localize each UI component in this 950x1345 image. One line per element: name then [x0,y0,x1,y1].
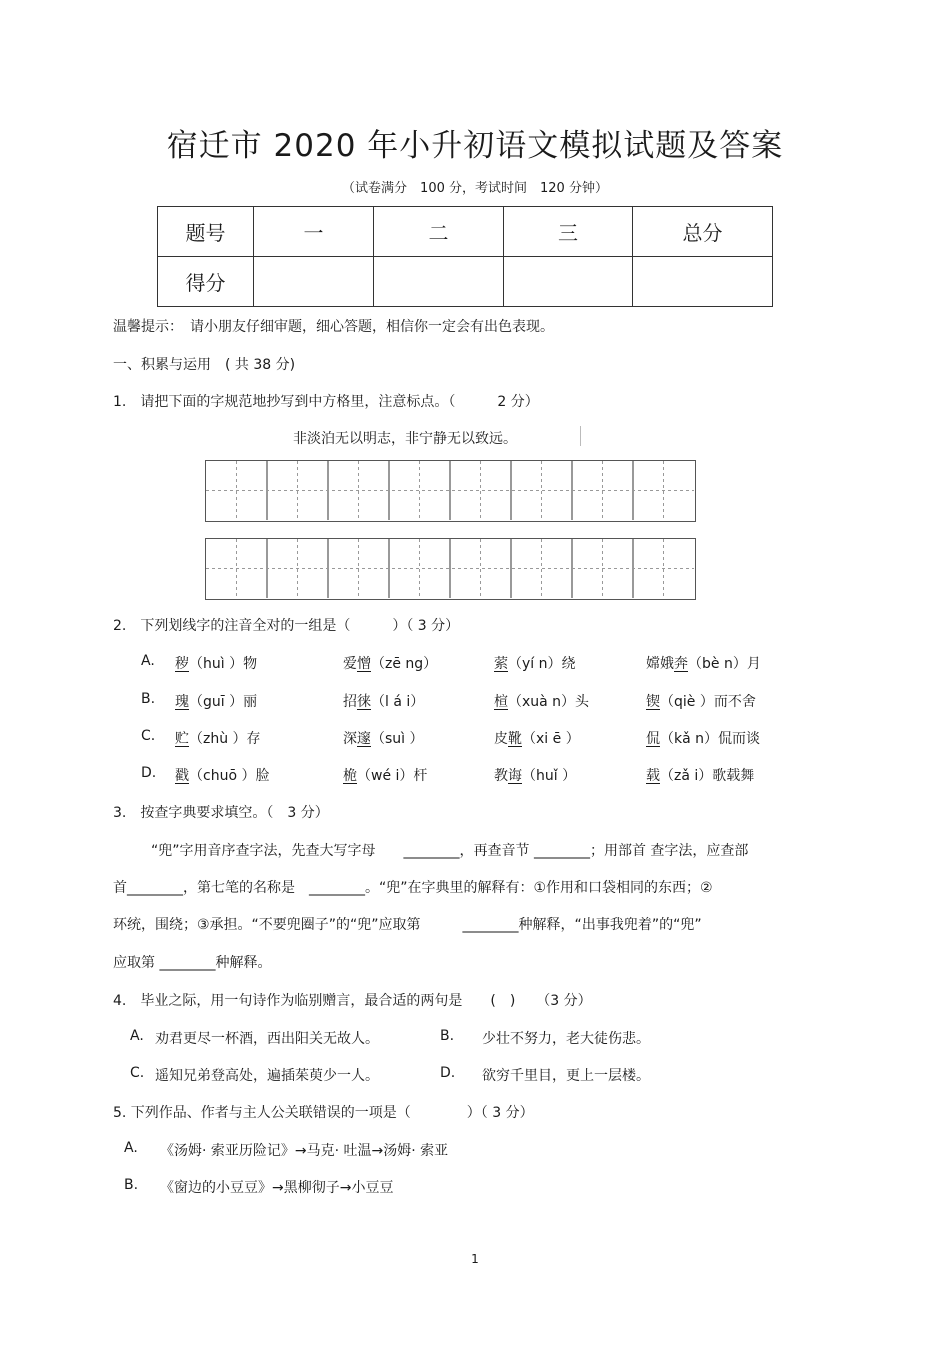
option-label: C. [141,728,156,744]
pinyin-rest: （suì ） [371,731,424,747]
pinyin-rest: （zhù ）存 [189,731,261,747]
score-header-cell: 总分 [633,207,773,257]
pinyin-rest: （xi ē ） [522,731,580,747]
underlined-char: 靴 [508,731,522,747]
underlined-char: 憎 [357,656,371,672]
option-label: B. [124,1177,139,1193]
pinyin-prefix: 爱 [343,656,357,672]
pinyin-item [646,765,754,785]
underlined-char: 载 [646,768,660,784]
score-table [157,206,773,307]
grid-lines [206,539,694,598]
option-label: B. [440,1028,455,1044]
pinyin-rest: （zǎ i）歌载舞 [660,768,755,784]
pinyin-prefix: 皮 [494,731,508,747]
option-text: 《窗边的小豆豆》→黑柳彻子→小豆豆 [160,1180,394,1196]
score-cell [504,257,633,307]
underlined-char: 桅 [343,768,357,784]
option-text: 少壮不努力，老大徒伤悲。 [482,1031,650,1047]
pinyin-item [175,653,257,673]
pinyin-rest: （zē ng） [371,656,438,672]
pinyin-item [343,765,427,785]
score-row-label: 得分 [158,257,254,307]
pinyin-item [494,765,576,785]
underlined-char: 锲 [646,694,660,710]
grid-lines [206,461,694,520]
pinyin-rest: （xuà n）头 [508,694,590,710]
page-number: 1 [471,1252,479,1266]
option-label: C. [130,1065,145,1081]
question-2: 2. 下列划线字的注音全对的一组是（ ）（ 3 分） [113,618,460,634]
pinyin-item [175,728,261,748]
pinyin-prefix: 招 [343,694,357,710]
pinyin-item [646,691,756,711]
option-text: 遥知兄弟登高处，遍插茱萸少一人。 [155,1068,379,1084]
pinyin-rest: （wé i）杆 [357,768,428,784]
writing-grid [205,460,696,522]
pinyin-item [343,728,424,748]
pinyin-item [343,691,424,711]
score-header-cell: 题号 [158,207,254,257]
pinyin-rest: （chuō ）脸 [189,768,270,784]
option-text: 劝君更尽一杯酒，西出阳关无故人。 [155,1031,379,1047]
underlined-char: 奔 [674,656,688,672]
pinyin-rest: （huì ）物 [189,656,258,672]
pinyin-item [646,728,760,748]
exam-title: 宿迁市 2020 年小升初语文模拟试题及答案 [166,128,784,164]
pinyin-rest: （qiè ）而不舍 [660,694,756,710]
q3-line: 首________，第七笔的名称是 ________。“兜”在字典里的解释有：①作用和口袋相同的东西；② [113,880,713,896]
score-header-cell: 三 [504,207,633,257]
pinyin-item [494,653,576,673]
q3-line: 环统，围绕；③承担。“不要兜圈子”的“兜”应取第 ________种解释，“出事我兜着”的“兜” [113,917,702,933]
q3-line: “兜”字用音序查字法，先查大写字母 ________，再查音节 ________；用部首 查字法，应查部 [151,843,749,859]
option-label: B. [141,691,156,707]
copy-quote: 非淡泊无以明志，非宁静无以致远。 [293,431,517,447]
underlined-char: 诲 [508,768,522,784]
underlined-char: 侃 [646,731,660,747]
option-label: A. [124,1140,138,1156]
pinyin-rest: （l á i） [371,694,425,710]
underlined-char: 徕 [357,694,371,710]
pinyin-item [175,691,257,711]
question-3: 3. 按查字典要求填空。（ 3 分） [113,805,329,821]
option-label: D. [440,1065,456,1081]
underlined-char: 瑰 [175,694,189,710]
score-header-cell: 二 [374,207,504,257]
exam-subtitle: （试卷满分 100 分，考试时间 120 分钟） [342,181,608,196]
option-label: A. [130,1028,144,1044]
question-5: 5. 下列作品、作者与主人公关联错误的一项是（ ）（ 3 分） [113,1105,534,1121]
writing-grid [205,538,696,600]
pinyin-rest: （yí n）绕 [508,656,576,672]
pinyin-item [343,653,437,673]
pinyin-prefix: 嫦娥 [646,656,674,672]
question-4: 4. 毕业之际，用一句诗作为临别赠言，最合适的两句是 ( ) （3 分） [113,993,592,1009]
pinyin-item [175,765,269,785]
underlined-char: 秽 [175,656,189,672]
option-text: 《汤姆· 索亚历险记》→马克· 吐温→汤姆· 索亚 [160,1143,449,1159]
score-header-cell: 一 [254,207,374,257]
question-1: 1. 请把下面的字规范地抄写到中方格里，注意标点。（ 2 分） [113,394,539,410]
underlined-char: 楦 [494,694,508,710]
pinyin-rest: （bè n）月 [688,656,761,672]
pinyin-rest: （kǎ n）侃而谈 [660,731,761,747]
underlined-char: 萦 [494,656,508,672]
pinyin-rest: （guī ）丽 [189,694,258,710]
option-label: A. [141,653,155,669]
pinyin-item [494,728,580,748]
pinyin-rest: （huǐ ） [522,768,577,784]
underlined-char: 贮 [175,731,189,747]
q3-line: 应取第 ________种解释。 [113,955,272,971]
pinyin-prefix: 教 [494,768,508,784]
section-heading: 一、积累与运用 ( 共 38 分) [113,357,296,373]
score-cell [374,257,504,307]
divider [580,426,581,446]
tip-text: 温馨提示： 请小朋友仔细审题，细心答题，相信你一定会有出色表现。 [113,319,554,335]
underlined-char: 邃 [357,731,371,747]
score-cell [254,257,374,307]
option-text: 欲穷千里目，更上一层楼。 [482,1068,650,1084]
underlined-char: 戳 [175,768,189,784]
pinyin-prefix: 深 [343,731,357,747]
option-label: D. [141,765,157,781]
pinyin-item [494,691,589,711]
pinyin-item [646,653,761,673]
score-cell [633,257,773,307]
